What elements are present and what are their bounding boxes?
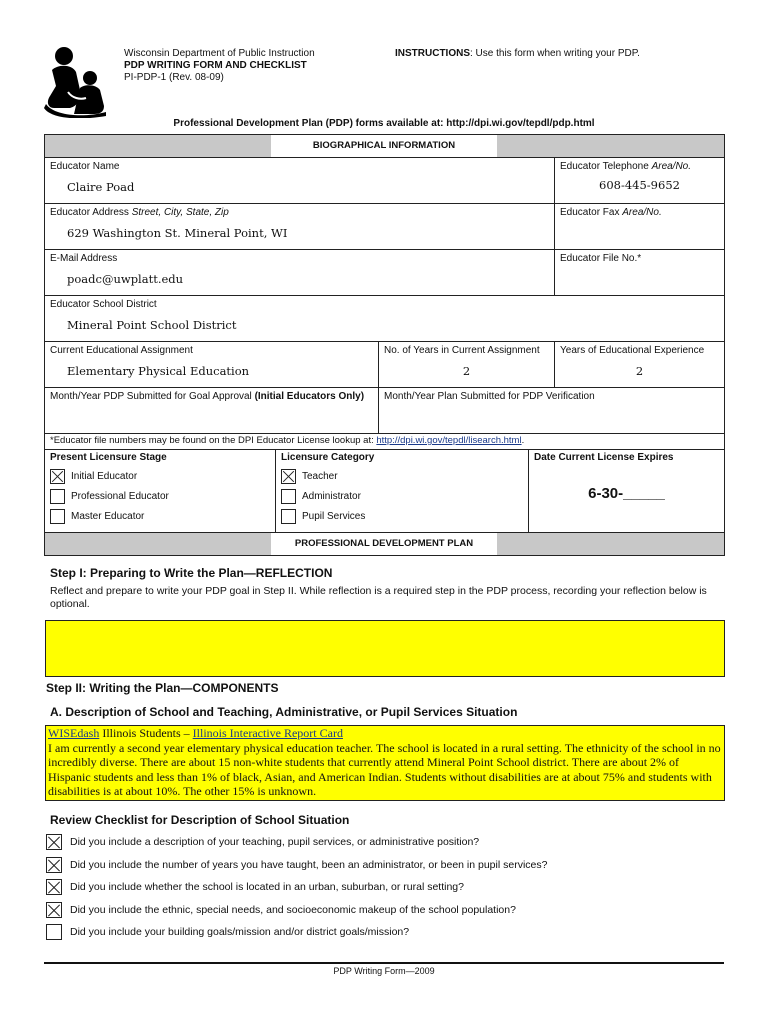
license-expire-group[interactable] — [529, 450, 724, 532]
educator-name-value: Claire Poad — [67, 180, 135, 194]
educator-address-cell[interactable] — [45, 204, 555, 250]
licensure-stage-label: Initial Educator — [71, 470, 138, 482]
review-check-checkbox[interactable] — [46, 879, 62, 895]
licensure-category-item[interactable] — [281, 466, 523, 486]
licensure-stage-label: Present Licensure Stage — [50, 452, 167, 463]
form-header — [124, 48, 315, 84]
bio-section-title: BIOGRAPHICAL INFORMATION — [271, 135, 497, 157]
bio-section-header — [45, 135, 725, 158]
step2-title: Step II: Writing the Plan—COMPONENTS — [46, 681, 279, 695]
years-experience-value: 2 — [635, 364, 644, 378]
review-check-checkbox[interactable] — [46, 902, 62, 918]
review-check-label: Did you include the ethnic, special needs, and socioeconomic makeup of the school population? — [70, 903, 516, 916]
verification-label: Month/Year Plan Submitted for PDP Verification — [384, 391, 595, 402]
report-card-link[interactable]: Illinois Interactive Report Card — [192, 726, 343, 740]
review-check-label: Did you include whether the school is located in an urban, suburban, or rural setting? — [70, 881, 464, 894]
educator-phone-cell[interactable] — [555, 158, 725, 204]
assignment-value: Elementary Physical Education — [67, 364, 250, 378]
licensure-category-checkbox[interactable] — [281, 489, 296, 504]
email-cell[interactable] — [45, 250, 555, 296]
license-lookup-link[interactable]: http://dpi.wi.gov/tepdl/lisearch.html — [376, 435, 522, 446]
review-check-item[interactable] — [46, 831, 736, 854]
step1-text: Reflect and prepare to write your PDP goal in Step II. While reflection is a required step in the PDP process, recording your reflection below is optional. — [50, 585, 707, 610]
goal-approval-label: Month/Year PDP Submitted for Goal Approval (Initial Educators Only) — [50, 391, 365, 402]
years-current-value: 2 — [462, 364, 471, 378]
review-checklist — [46, 831, 736, 944]
goal-approval-cell[interactable] — [45, 388, 379, 434]
years-experience-cell[interactable] — [555, 342, 725, 388]
review-check-checkbox[interactable] — [46, 924, 62, 940]
review-check-item[interactable] — [46, 899, 736, 922]
licensure-category-label: Teacher — [302, 470, 338, 482]
licensure-stage-label: Professional Educator — [71, 490, 169, 502]
years-current-cell[interactable] — [379, 342, 555, 388]
licensure-category-checkbox[interactable] — [281, 469, 296, 484]
license-expire-label: Date Current License Expires — [534, 452, 674, 463]
school-description-textbox[interactable] — [45, 725, 725, 801]
instructions-label: INSTRUCTIONS — [395, 48, 470, 59]
licensure-category-checkbox[interactable] — [281, 509, 296, 524]
review-check-label: Did you include the number of years you have taught, been an administrator, or been in pupil services? — [70, 858, 548, 871]
educator-address-label: Educator Address Street, City, State, Zip — [50, 207, 229, 218]
assignment-label: Current Educational Assignment — [50, 345, 193, 356]
gray-band-left — [45, 135, 271, 157]
school-district-value: Mineral Point School District — [67, 318, 237, 332]
footer-rule — [44, 962, 724, 964]
pdp-section-header — [45, 533, 725, 556]
licensure-row — [45, 450, 725, 533]
stepA-title: A. Description of School and Teaching, Administrative, or Pupil Services Situation — [50, 705, 518, 719]
educator-file-cell[interactable] — [555, 250, 725, 296]
educator-phone-value: 608-445-9652 — [599, 178, 680, 192]
licensure-stage-item[interactable] — [50, 466, 270, 486]
email-value: poadc@uwplatt.edu — [67, 272, 184, 286]
educator-fax-label: Educator Fax Area/No. — [560, 207, 662, 218]
educator-phone-label: Educator Telephone Area/No. — [560, 161, 692, 172]
review-check-label: Did you include your building goals/mission and/or district goals/mission? — [70, 926, 410, 939]
review-checklist-title: Review Checklist for Description of School Situation — [50, 813, 350, 827]
instructions — [395, 48, 640, 59]
licensure-category-label: Administrator — [302, 490, 361, 502]
review-check-item[interactable] — [46, 921, 736, 944]
description-text: I am currently a second year elementary physical education teacher. The school is located in a rural setting. The ethnicity of the school in no incredibly diverse. There are about 15 non-white students that currently attend Mineral Point School district. There are about 2% of Hispanic students and less than 1% of black, Asian, and American Indian. Students without disabilities are at about 75% and students with disabilities is at about 10%. The other 15% is unknown. — [48, 740, 721, 798]
educator-name-cell[interactable] — [45, 158, 555, 204]
review-check-label: Did you include a description of your teaching, pupil services, or administrative position? — [70, 836, 480, 849]
school-district-label: Educator School District — [50, 299, 157, 310]
verification-cell[interactable] — [379, 388, 725, 434]
educator-fax-cell[interactable] — [555, 204, 725, 250]
gray-band-right — [497, 135, 724, 157]
licensure-stage-checkbox[interactable] — [50, 469, 65, 484]
licensure-stage-checkbox[interactable] — [50, 489, 65, 504]
licensure-stage-item[interactable] — [50, 486, 270, 506]
licensure-stage-item[interactable] — [50, 506, 270, 526]
review-check-checkbox[interactable] — [46, 857, 62, 873]
educator-file-label: Educator File No.* — [560, 253, 642, 264]
review-check-checkbox[interactable] — [46, 834, 62, 850]
years-current-label: No. of Years in Current Assignment — [384, 345, 540, 356]
licensure-stage-group — [45, 450, 276, 532]
dpi-logo — [44, 46, 112, 118]
footer-text: PDP Writing Form—2009 — [333, 966, 435, 976]
gray-band-right — [497, 533, 724, 555]
instructions-text: : Use this form when writing your PDP. — [470, 48, 640, 59]
review-check-item[interactable] — [46, 876, 736, 899]
assignment-cell[interactable] — [45, 342, 379, 388]
email-label: E-Mail Address — [50, 253, 118, 264]
wisedash-link[interactable]: WISEdash — [48, 726, 100, 740]
file-number-note: *Educator file numbers may be found on the DPI Educator License lookup at: http://dpi.wi.gov/tepdl/lisearch.html. — [45, 434, 725, 450]
form-title: PDP WRITING FORM AND CHECKLIST — [124, 60, 307, 71]
licensure-category-group — [276, 450, 529, 532]
gray-band-left — [45, 533, 271, 555]
forms-availability-line: Professional Development Plan (PDP) forms available at: http://dpi.wi.gov/tepdl/pdp.html — [173, 118, 595, 129]
license-expire-value: 6-30-_____ — [588, 485, 665, 502]
licensure-category-label: Pupil Services — [302, 510, 366, 522]
years-experience-label: Years of Educational Experience — [560, 345, 705, 356]
pdp-section-title: PROFESSIONAL DEVELOPMENT PLAN — [271, 533, 497, 555]
licensure-category-label: Licensure Category — [281, 452, 375, 463]
form-code: PI-PDP-1 (Rev. 08-09) — [124, 72, 224, 83]
agency-name: Wisconsin Department of Public Instruction — [124, 48, 315, 59]
biographical-table — [44, 134, 725, 556]
licensure-stage-label: Master Educator — [71, 510, 145, 522]
school-district-cell[interactable] — [45, 296, 725, 342]
step1-title: Step I: Preparing to Write the Plan—REFLECTION — [50, 566, 333, 580]
description-links: WISEdash Illinois Students – Illinois Interactive Report Card — [48, 726, 343, 740]
licensure-stage-checkbox[interactable] — [50, 509, 65, 524]
licensure-category-item[interactable] — [281, 506, 523, 526]
licensure-category-item[interactable] — [281, 486, 523, 506]
review-check-item[interactable] — [46, 854, 736, 877]
reflection-textbox[interactable] — [45, 620, 725, 677]
educator-address-value: 629 Washington St. Mineral Point, WI — [67, 226, 288, 240]
educator-name-label: Educator Name — [50, 161, 120, 172]
